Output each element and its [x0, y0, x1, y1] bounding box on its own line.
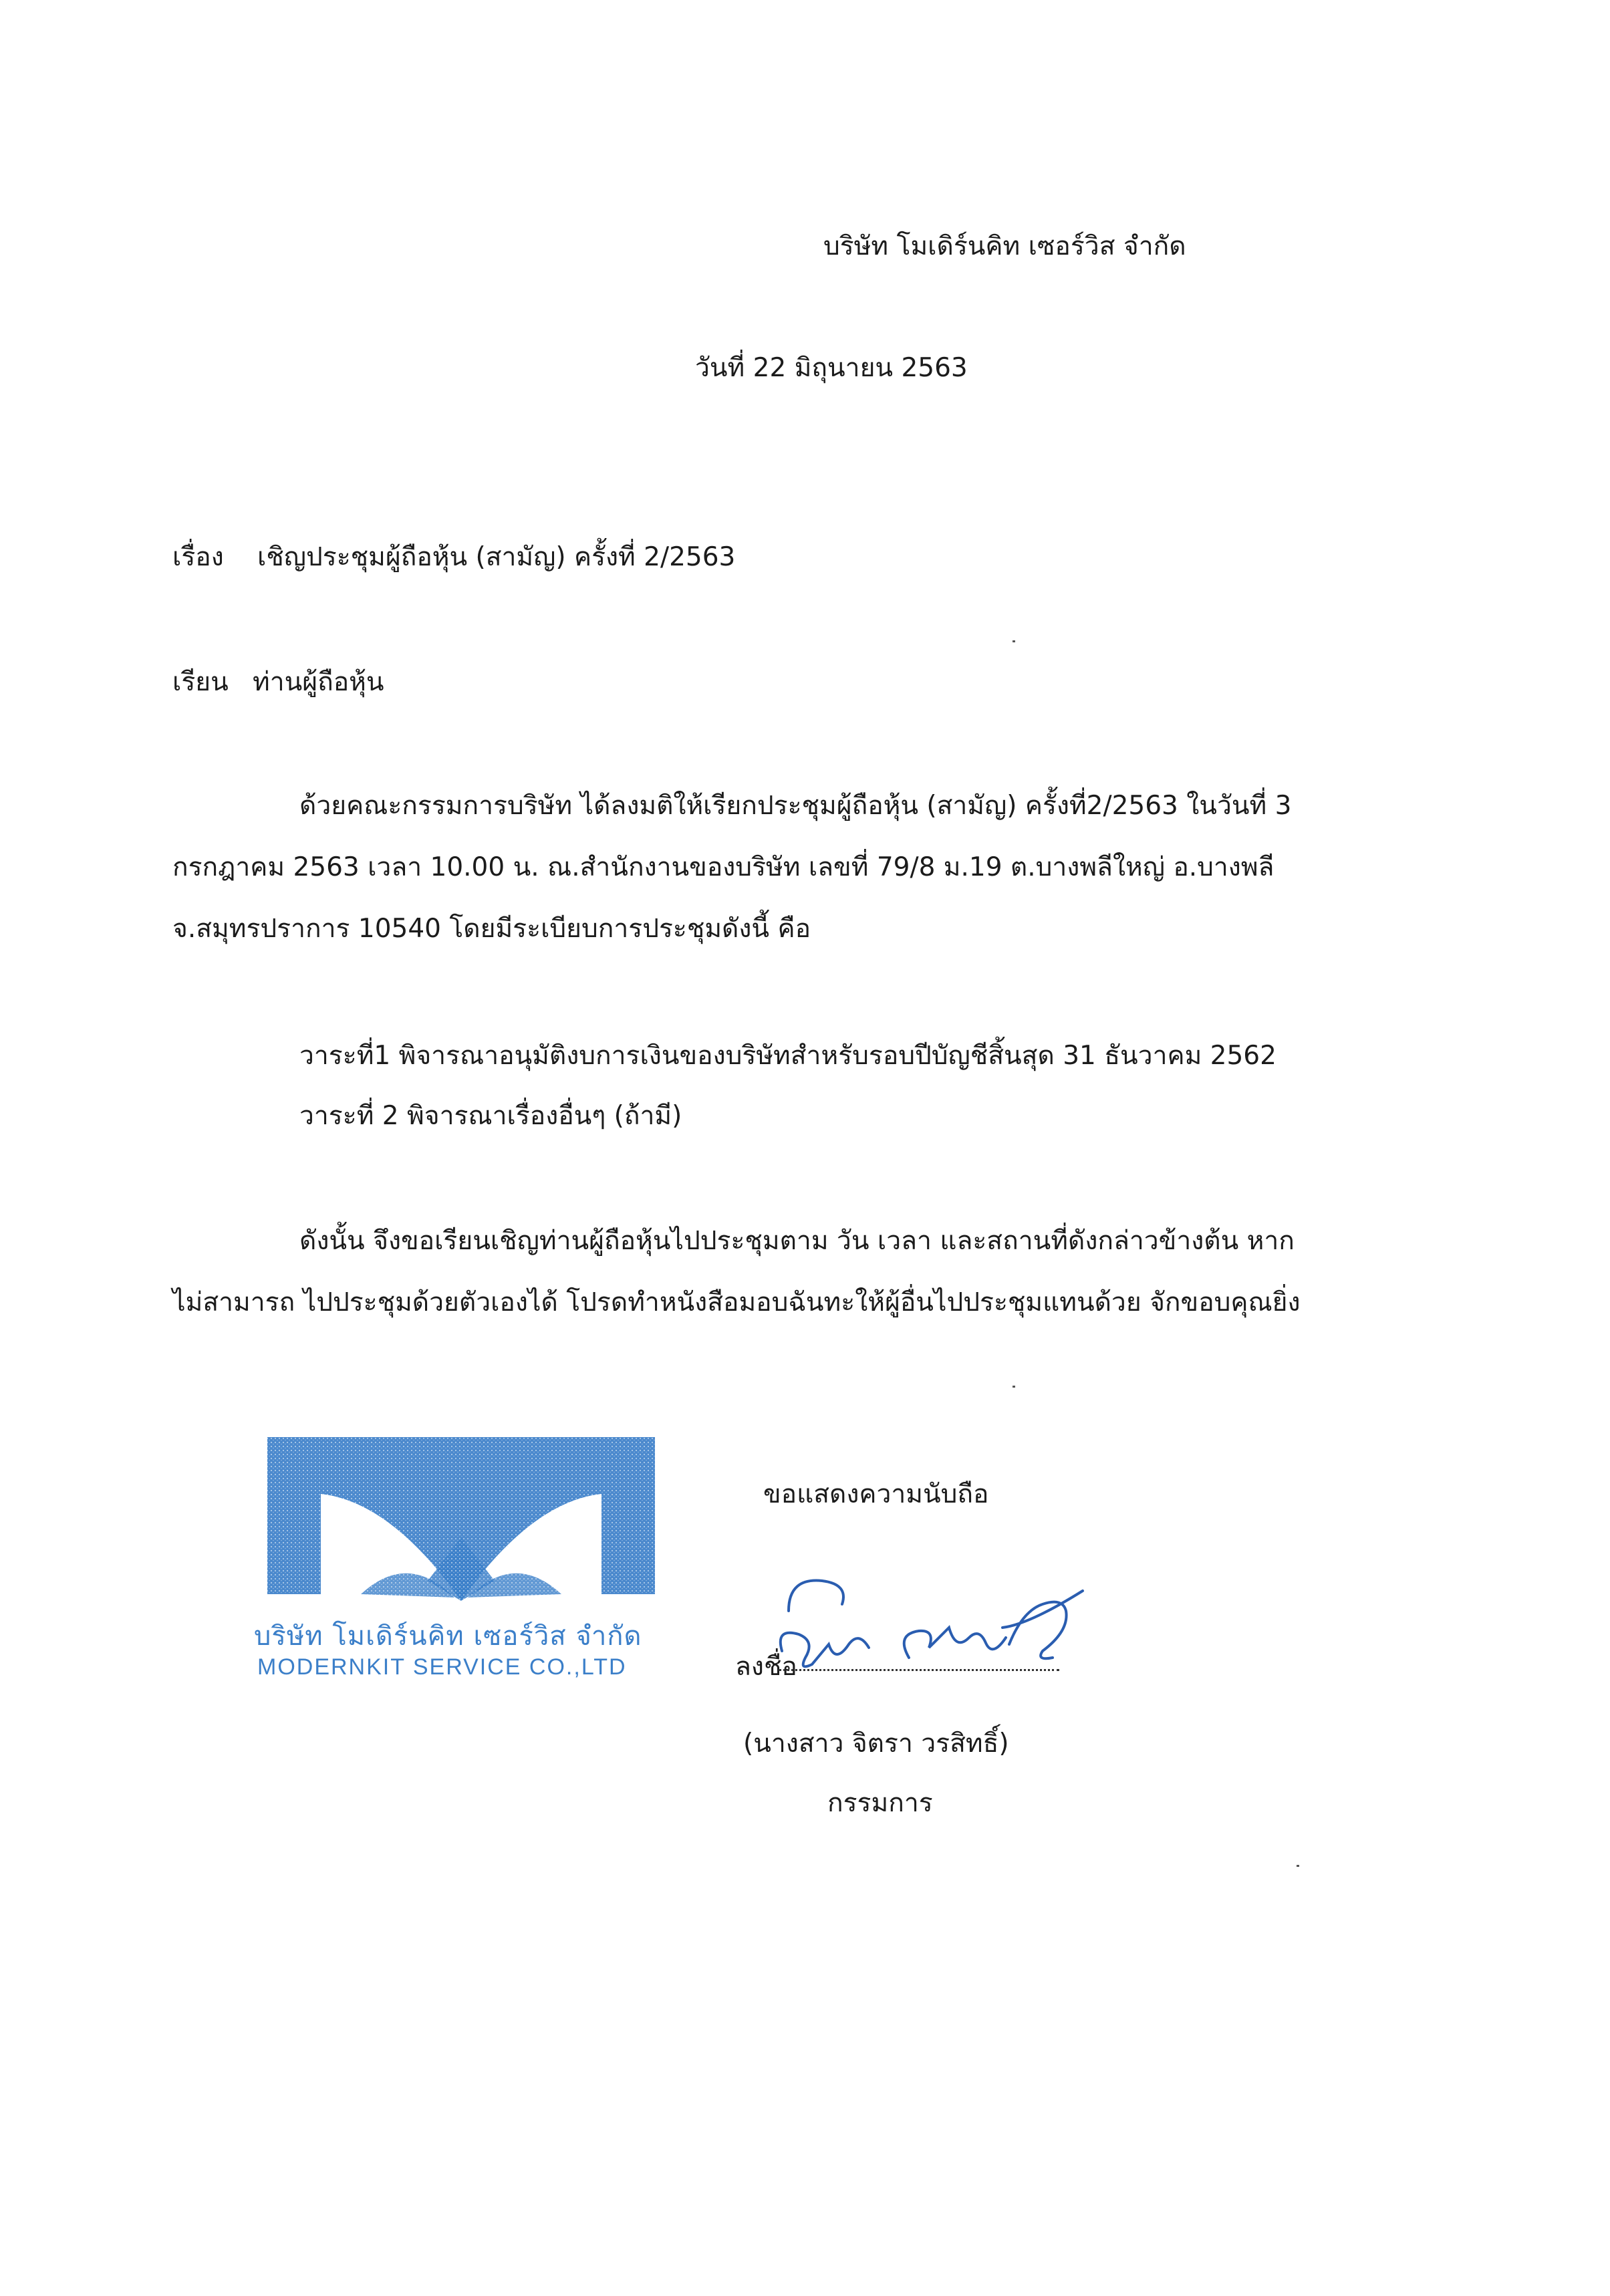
paragraph-2-line-1: ดังนั้น จึงขอเรียนเชิญท่านผู้ถือหุ้นไปประชุมตาม วัน เวลา และสถานที่ดังกล่าวข้างต้น หาก	[299, 1226, 1295, 1256]
agenda-item-1: วาระที่1 พิจารณาอนุมัติงบการเงินของบริษัทสำหรับรอบปีบัญชีสิ้นสุด 31 ธันวาคม 2562	[299, 1041, 1277, 1071]
stamp-thai-name: บริษัท โมเดิร์นคิท เซอร์วิส จำกัด	[254, 1621, 642, 1652]
signature-line	[779, 1669, 1059, 1671]
company-name: บริษัท โมเดิร์นคิท เซอร์วิส จำกัด	[823, 231, 1186, 261]
closing-regards: ขอแสดงความนับถือ	[763, 1479, 989, 1509]
scan-speck	[1013, 1386, 1015, 1388]
agenda-item-2: วาระที่ 2 พิจารณาเรื่องอื่นๆ (ถ้ามี)	[299, 1101, 682, 1131]
sign-label: ลงชื่อ	[735, 1652, 797, 1682]
paragraph-1-line-1: ด้วยคณะกรรมการบริษัท ได้ลงมติให้เรียกประชุมผู้ถือหุ้น (สามัญ) ครั้งที่2/2563 ในวันที่ 3	[299, 791, 1292, 821]
paragraph-2-line-2: ไม่สามารถ ไปประชุมด้วยตัวเองได้ โปรดทำหนังสือมอบฉันทะให้ผู้อื่นไปประชุมแทนด้วย จักขอบคุณยิ่ง	[172, 1287, 1301, 1317]
signatory-title: กรรมการ	[827, 1788, 933, 1818]
handwritten-signature	[749, 1564, 1096, 1698]
company-logo-icon	[254, 1437, 668, 1604]
subject-text: เชิญประชุมผู้ถือหุ้น (สามัญ) ครั้งที่ 2/2563	[257, 542, 736, 572]
scan-speck	[1297, 1865, 1299, 1867]
stamp-english-name: MODERNKIT SERVICE CO.,LTD	[257, 1654, 627, 1680]
scan-speck	[1013, 640, 1015, 642]
company-stamp	[254, 1437, 668, 1691]
letter-date: วันที่ 22 มิถุนายน 2563	[695, 353, 968, 383]
signatory-name: (นางสาว จิตรา วรสิทธิ์)	[743, 1729, 1009, 1759]
paragraph-1-line-3: จ.สมุทรปราการ 10540 โดยมีระเบียบการประชุมดังนี้ คือ	[172, 914, 811, 944]
paragraph-1-line-2: กรกฎาคม 2563 เวลา 10.00 น. ณ.สำนักงานของบริษัท เลขที่ 79/8 ม.19 ต.บางพลีใหญ่ อ.บางพลี	[172, 852, 1274, 882]
salutation-label: เรียน	[172, 667, 229, 697]
subject-label: เรื่อง	[172, 542, 224, 572]
salutation-text: ท่านผู้ถือหุ้น	[253, 667, 384, 697]
